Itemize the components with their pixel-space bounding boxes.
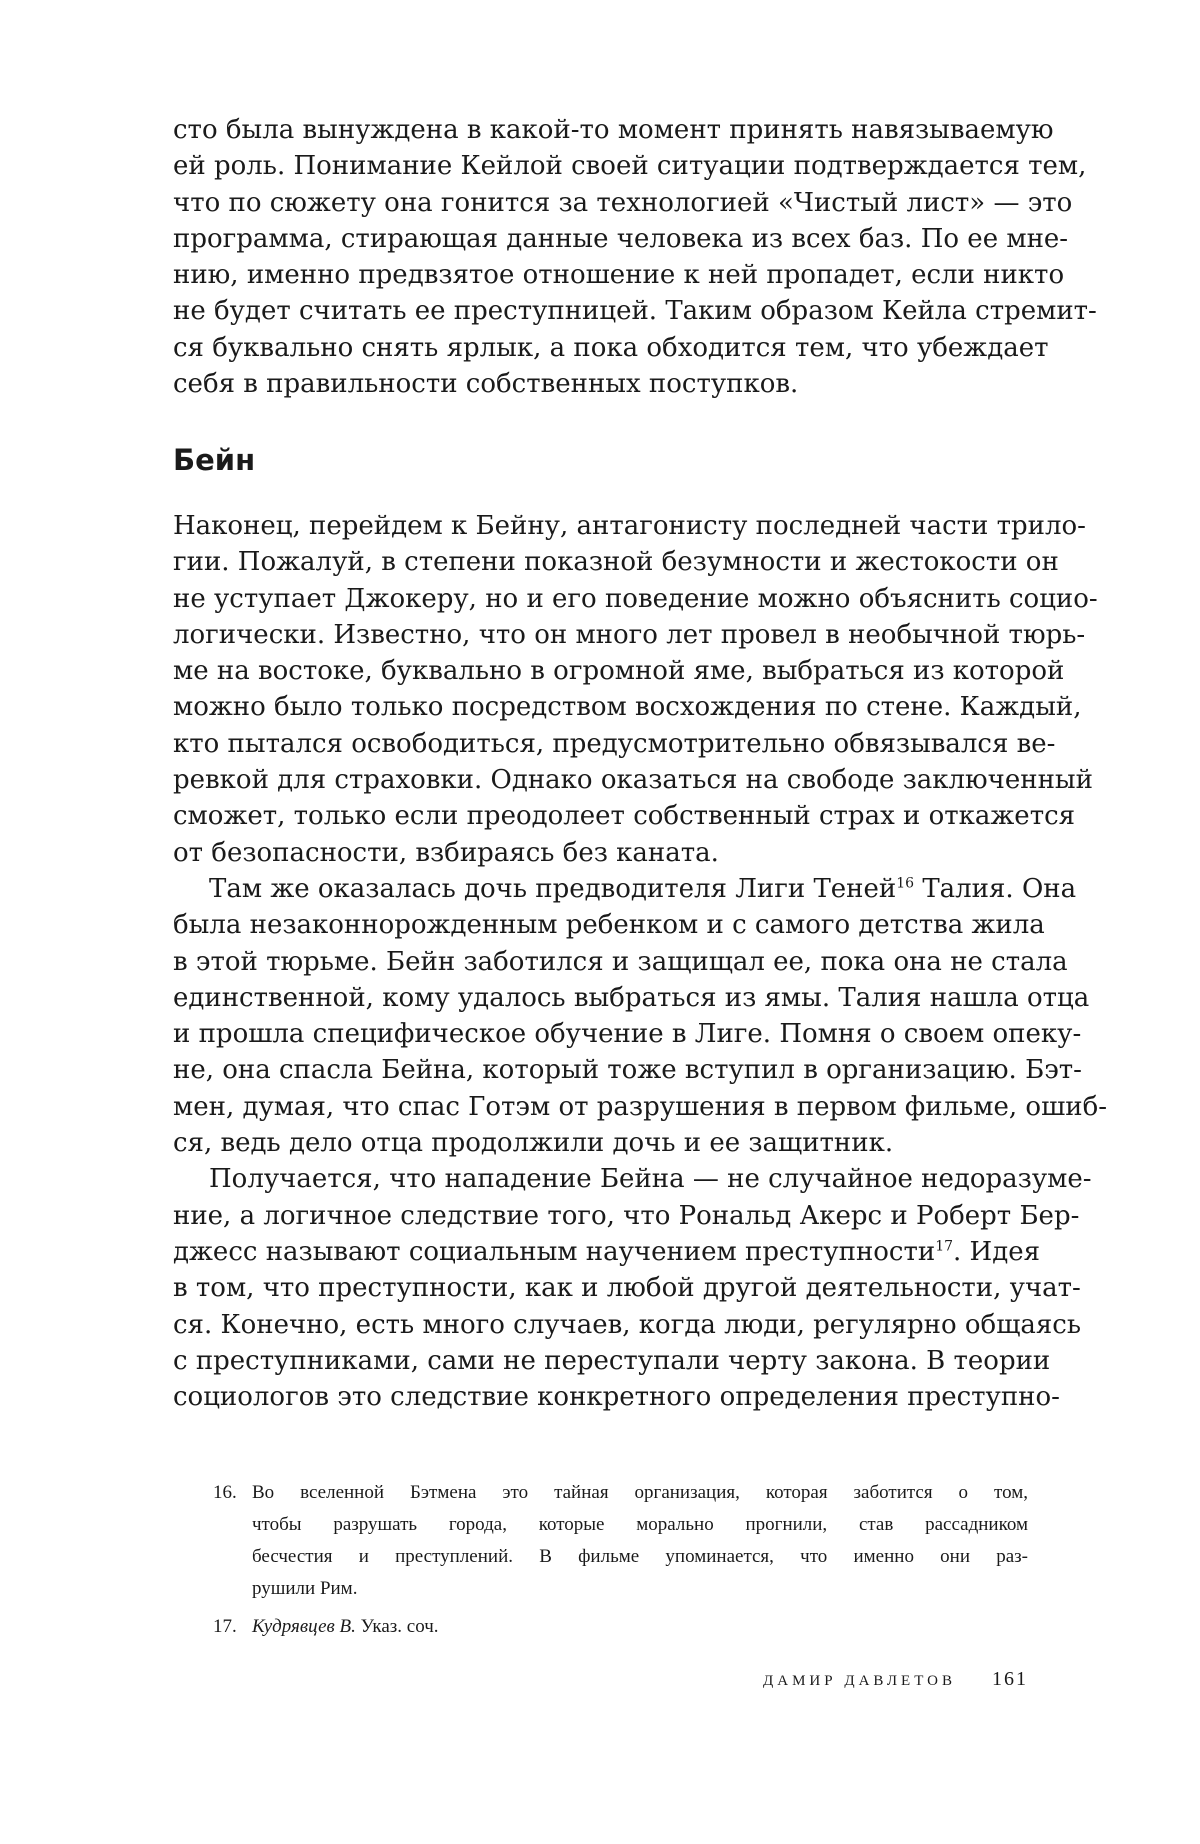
text-line: себя в правильности собственных поступков. (173, 369, 799, 400)
text-line: ревкой для страховки. Однако оказаться на свободе заключенный (173, 765, 1093, 796)
text-line: не будет считать ее преступницей. Таким образом Кейла стремит- (173, 296, 1097, 327)
text-line: не, она спасла Бейна, который тоже вступил в организацию. Бэт- (173, 1055, 1082, 1086)
text-line: ся. Конечно, есть много случаев, когда люди, регулярно общаясь (173, 1309, 1081, 1340)
footnote-line: Во вселенной Бэтмена это тайная организация, которая заботится о том, (252, 1482, 1028, 1503)
page-number: 161 (992, 1668, 1028, 1690)
footnote-number: 17. (213, 1616, 237, 1637)
running-footer (763, 1668, 1028, 1691)
text-line: ей роль. Понимание Кейлой своей ситуации подтверждается тем, (173, 151, 1087, 182)
text-line: в том, что преступности, как и любой другой деятельности, учат- (173, 1273, 1081, 1304)
text-line: мен, думая, что спас Готэм от разрушения в первом фильме, ошиб- (173, 1091, 1108, 1122)
footnote-line: бесчестия и преступлений. В фильме упоминается, что именно они раз- (252, 1546, 1028, 1567)
text-line: программа, стирающая данные человека из всех баз. По ее мне- (173, 223, 1069, 254)
footnotes (173, 1477, 1028, 1649)
footer-author: ДАМИР ДАВЛЕТОВ (763, 1673, 956, 1689)
text-line: сможет, только если преодолеет собственный страх и откажется (173, 801, 1076, 832)
text-line: с преступниками, сами не переступали черту закона. В теории (173, 1345, 1051, 1376)
text-line: сто была вынуждена в какой-то момент принять навязываемую (173, 115, 1054, 145)
text-line: Получается, что нападение Бейна — не случайное недоразуме- (209, 1164, 1092, 1195)
footnote-author: Кудрявцев В. (252, 1616, 356, 1637)
text-line: можно было только посредством восхождения по стене. Каждый, (173, 692, 1082, 723)
footnote-number: 16. (213, 1482, 237, 1503)
text-line: не уступает Джокеру, но и его поведение можно объяснить социо- (173, 583, 1098, 614)
text-line: ме на востоке, буквально в огромной яме, выбраться из которой (173, 656, 1065, 687)
section-heading: Бейн (173, 443, 256, 477)
text-line: ся буквально снять ярлык, а пока обходится тем, что убеждает (173, 332, 1049, 363)
text-line: ние, а логичное следствие того, что Рональд Акерс и Роберт Бер- (173, 1200, 1080, 1231)
footnote-16 (173, 1477, 1028, 1605)
text-line: гии. Пожалуй, в степени показной безумности и жестокости он (173, 547, 1059, 578)
text-line: нию, именно предвзятое отношение к ней пропадет, если никто (173, 260, 1065, 291)
text-line: что по сюжету она гонится за технологией «Чистый лист» — это (173, 187, 1073, 218)
text-line: логически. Известно, что он много лет провел в необычной тюрь- (173, 619, 1086, 650)
footnote-line: чтобы разрушать города, которые морально прогнили, став рассадником (252, 1514, 1028, 1535)
text-line: кто пытался освободиться, предусмотрительно обвязывался ве- (173, 728, 1056, 759)
text-line: от безопасности, взбираясь без каната. (173, 837, 719, 868)
paragraph-continued (173, 112, 1097, 402)
footnote-ref-17[interactable]: 17 (935, 1238, 954, 1255)
footnote-ref-16[interactable]: 16 (896, 875, 915, 892)
footnote-line: Кудрявцев В. Указ. соч. (252, 1616, 439, 1637)
text-line: джесс называют социальным научением преступности$^{17}$. Идея (173, 1236, 1041, 1267)
footnote-line: рушили Рим. (252, 1578, 358, 1599)
text-line: социологов это следствие конкретного определения преступно- (173, 1382, 1060, 1413)
text-line: Там же оказалась дочь предводителя Лиги Теней$^{16}$ Талия. Она (209, 873, 1077, 904)
text-line: в этой тюрьме. Бейн заботился и защищал ее, пока она не стала (173, 946, 1068, 977)
text-line: Наконец, перейдем к Бейну, антагонисту последней части трило- (173, 511, 1086, 541)
footnote-17 (173, 1611, 1028, 1643)
text-line: и прошла специфическое обучение в Лиге. Помня о своем опеку- (173, 1019, 1082, 1050)
body-text (173, 508, 1108, 1415)
text-line: ся, ведь дело отца продолжили дочь и ее защитник. (173, 1128, 894, 1159)
text-line: единственной, кому удалось выбраться из ямы. Талия нашла отца (173, 982, 1090, 1013)
text-line: была незаконнорожденным ребенком и с самого детства жила (173, 910, 1045, 941)
